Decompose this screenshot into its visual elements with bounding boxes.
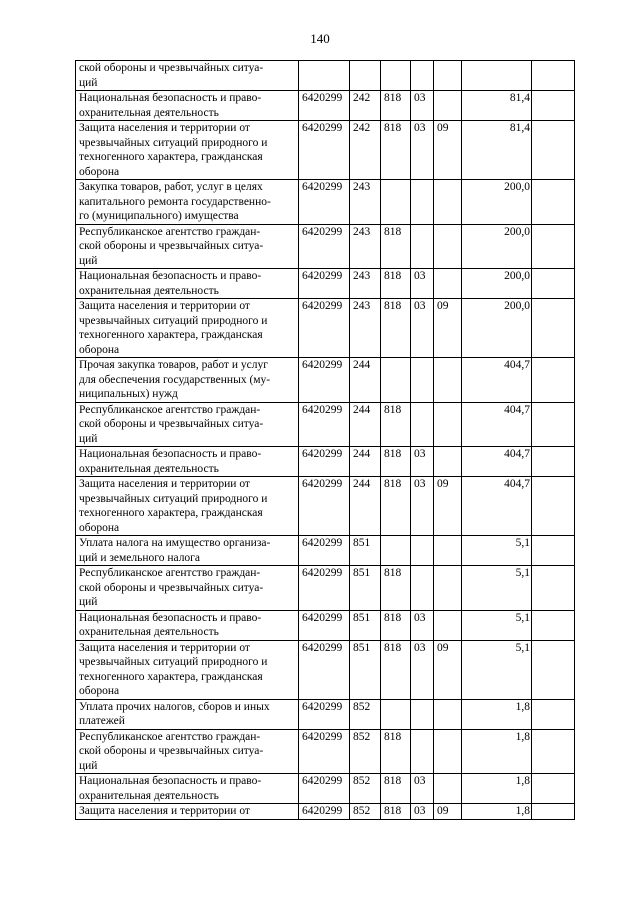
subsection-cell: 09 bbox=[434, 121, 462, 180]
department-code-cell: 818 bbox=[381, 640, 411, 699]
department-code-cell: 818 bbox=[381, 774, 411, 804]
subsection-cell bbox=[434, 566, 462, 611]
item-name-line: охранительная деятельность bbox=[79, 626, 219, 638]
subsection-cell bbox=[434, 699, 462, 729]
department-code-cell bbox=[381, 61, 411, 91]
target-article-cell: 6420299 bbox=[299, 299, 350, 358]
item-name-cell bbox=[76, 729, 299, 774]
item-name-cell bbox=[76, 402, 299, 447]
amount-cell: 200,0 bbox=[462, 180, 532, 225]
department-code-cell: 818 bbox=[381, 729, 411, 774]
table-row bbox=[76, 358, 575, 403]
item-name-line: Республиканское агентство граждан- bbox=[79, 730, 261, 743]
expense-type-cell: 851 bbox=[350, 566, 381, 611]
item-name-line: ций bbox=[79, 759, 98, 772]
department-code-cell: 818 bbox=[381, 477, 411, 536]
expense-type-cell: 851 bbox=[350, 536, 381, 566]
item-name-cell bbox=[76, 640, 299, 699]
item-name-line: Уплата налога на имущество организа- bbox=[79, 537, 271, 549]
section-cell bbox=[411, 61, 434, 91]
empty-cell bbox=[532, 224, 575, 269]
department-code-cell: 818 bbox=[381, 447, 411, 477]
item-name-line: ций bbox=[79, 596, 98, 608]
item-name-line: Республиканское агентство граждан- bbox=[79, 567, 261, 579]
expense-type-cell: 242 bbox=[350, 91, 381, 121]
target-article-cell: 6420299 bbox=[299, 640, 350, 699]
item-name-line: го (муниципального) имущества bbox=[79, 210, 239, 222]
expense-type-cell: 852 bbox=[350, 774, 381, 804]
expense-type-cell: 242 bbox=[350, 121, 381, 180]
item-name-line: ций и земельного налога bbox=[79, 551, 201, 564]
table-row bbox=[76, 269, 575, 299]
item-name-line: Защита населения и территории от bbox=[79, 478, 250, 490]
item-name-line: охранительная деятельность bbox=[79, 106, 219, 119]
subsection-cell: 09 bbox=[434, 640, 462, 699]
section-cell bbox=[411, 536, 434, 566]
section-cell bbox=[411, 699, 434, 729]
department-code-cell: 818 bbox=[381, 121, 411, 180]
empty-cell bbox=[532, 269, 575, 299]
table-row bbox=[76, 180, 575, 225]
item-name-line: Республиканское агентство граждан- bbox=[79, 403, 261, 416]
item-name-line: ской обороны и чрезвычайных ситуа- bbox=[79, 745, 264, 757]
item-name-cell bbox=[76, 477, 299, 536]
empty-cell bbox=[532, 180, 575, 225]
item-name-line: ниципальных) нужд bbox=[79, 388, 178, 400]
item-name-cell bbox=[76, 91, 299, 121]
section-cell bbox=[411, 180, 434, 225]
empty-cell bbox=[532, 699, 575, 729]
subsection-cell bbox=[434, 91, 462, 121]
target-article-cell: 6420299 bbox=[299, 447, 350, 477]
section-cell: 03 bbox=[411, 269, 434, 299]
section-cell: 03 bbox=[411, 640, 434, 699]
department-code-cell: 818 bbox=[381, 269, 411, 299]
department-code-cell bbox=[381, 358, 411, 403]
target-article-cell: 6420299 bbox=[299, 269, 350, 299]
table-row bbox=[76, 536, 575, 566]
item-name-cell bbox=[76, 447, 299, 477]
item-name-line: Защита населения и территории от bbox=[79, 641, 250, 654]
item-name-line: ской обороны и чрезвычайных ситуа- bbox=[79, 418, 264, 430]
item-name-line: Национальная безопасность и право- bbox=[79, 270, 262, 282]
section-cell: 03 bbox=[411, 447, 434, 477]
department-code-cell bbox=[381, 699, 411, 729]
section-cell: 03 bbox=[411, 610, 434, 640]
item-name-line: техногенного характера, гражданская bbox=[79, 670, 263, 683]
item-name-line: техногенного характера, гражданская bbox=[79, 329, 263, 341]
subsection-cell bbox=[434, 447, 462, 477]
item-name-cell bbox=[76, 699, 299, 729]
amount-cell: 404,7 bbox=[462, 402, 532, 447]
item-name-line: Защита населения и территории от bbox=[79, 122, 250, 134]
amount-cell: 5,1 bbox=[462, 566, 532, 611]
expense-type-cell: 244 bbox=[350, 402, 381, 447]
item-name-line: ской обороны и чрезвычайных ситуа- bbox=[79, 581, 264, 594]
amount-cell bbox=[462, 61, 532, 91]
item-name-cell bbox=[76, 180, 299, 225]
subsection-cell bbox=[434, 224, 462, 269]
amount-cell: 5,1 bbox=[462, 610, 532, 640]
target-article-cell: 6420299 bbox=[299, 610, 350, 640]
item-name-cell bbox=[76, 224, 299, 269]
empty-cell bbox=[532, 729, 575, 774]
empty-cell bbox=[532, 536, 575, 566]
item-name-line: Национальная безопасность и право- bbox=[79, 775, 262, 787]
section-cell bbox=[411, 224, 434, 269]
department-code-cell: 818 bbox=[381, 299, 411, 358]
target-article-cell: 6420299 bbox=[299, 699, 350, 729]
target-article-cell: 6420299 bbox=[299, 536, 350, 566]
item-name-line: ций bbox=[79, 432, 98, 445]
subsection-cell: 09 bbox=[434, 477, 462, 536]
empty-cell bbox=[532, 91, 575, 121]
item-name-line: ской обороны и чрезвычайных ситуа- bbox=[79, 62, 264, 74]
item-name-cell bbox=[76, 804, 299, 820]
subsection-cell bbox=[434, 358, 462, 403]
item-name-cell bbox=[76, 121, 299, 180]
subsection-cell bbox=[434, 180, 462, 225]
empty-cell bbox=[532, 566, 575, 611]
target-article-cell: 6420299 bbox=[299, 477, 350, 536]
subsection-cell bbox=[434, 269, 462, 299]
item-name-line: оборона bbox=[79, 685, 120, 697]
expense-type-cell bbox=[350, 61, 381, 91]
page-number: 140 bbox=[310, 31, 330, 46]
item-name-line: ций bbox=[79, 254, 98, 267]
section-cell: 03 bbox=[411, 299, 434, 358]
amount-cell: 1,8 bbox=[462, 729, 532, 774]
expense-type-cell: 244 bbox=[350, 477, 381, 536]
item-name-cell bbox=[76, 61, 299, 91]
empty-cell bbox=[532, 358, 575, 403]
amount-cell: 5,1 bbox=[462, 536, 532, 566]
subsection-cell bbox=[434, 610, 462, 640]
amount-cell: 1,8 bbox=[462, 699, 532, 729]
item-name-line: Защита населения и территории от bbox=[79, 300, 250, 312]
amount-cell: 5,1 bbox=[462, 640, 532, 699]
table-row bbox=[76, 566, 575, 611]
item-name-line: для обеспечения государственных (му- bbox=[79, 373, 271, 386]
subsection-cell: 09 bbox=[434, 804, 462, 820]
item-name-line: Закупка товаров, работ, услуг в целях bbox=[79, 181, 263, 193]
section-cell: 03 bbox=[411, 121, 434, 180]
expense-type-cell: 852 bbox=[350, 699, 381, 729]
expense-type-cell: 243 bbox=[350, 299, 381, 358]
amount-cell: 200,0 bbox=[462, 299, 532, 358]
table-row bbox=[76, 91, 575, 121]
item-name-line: охранительная деятельность bbox=[79, 462, 219, 475]
subsection-cell bbox=[434, 61, 462, 91]
amount-cell: 404,7 bbox=[462, 358, 532, 403]
department-code-cell: 818 bbox=[381, 91, 411, 121]
item-name-line: оборона bbox=[79, 343, 120, 356]
item-name-cell bbox=[76, 774, 299, 804]
expense-type-cell: 243 bbox=[350, 269, 381, 299]
expense-type-cell: 851 bbox=[350, 610, 381, 640]
table-row bbox=[76, 402, 575, 447]
item-name-cell bbox=[76, 358, 299, 403]
subsection-cell bbox=[434, 774, 462, 804]
department-code-cell: 818 bbox=[381, 804, 411, 820]
item-name-line: чрезвычайных ситуаций природного и bbox=[79, 492, 268, 505]
subsection-cell bbox=[434, 729, 462, 774]
table-row bbox=[76, 610, 575, 640]
section-cell bbox=[411, 566, 434, 611]
subsection-cell bbox=[434, 536, 462, 566]
target-article-cell: 6420299 bbox=[299, 121, 350, 180]
item-name-line: капитального ремонта государственно- bbox=[79, 195, 271, 208]
empty-cell bbox=[532, 121, 575, 180]
item-name-line: оборона bbox=[79, 165, 120, 178]
table-row bbox=[76, 729, 575, 774]
amount-cell: 404,7 bbox=[462, 447, 532, 477]
target-article-cell: 6420299 bbox=[299, 224, 350, 269]
target-article-cell: 6420299 bbox=[299, 729, 350, 774]
item-name-line: ской обороны и чрезвычайных ситуа- bbox=[79, 240, 264, 252]
expense-type-cell: 244 bbox=[350, 358, 381, 403]
amount-cell: 404,7 bbox=[462, 477, 532, 536]
department-code-cell bbox=[381, 180, 411, 225]
amount-cell: 1,8 bbox=[462, 774, 532, 804]
item-name-line: Прочая закупка товаров, работ и услуг bbox=[79, 359, 268, 371]
expense-type-cell: 852 bbox=[350, 804, 381, 820]
department-code-cell: 818 bbox=[381, 402, 411, 447]
item-name-line: Защита населения и территории от bbox=[79, 805, 250, 817]
table-row bbox=[76, 224, 575, 269]
department-code-cell bbox=[381, 536, 411, 566]
section-cell bbox=[411, 729, 434, 774]
item-name-cell bbox=[76, 566, 299, 611]
amount-cell: 200,0 bbox=[462, 269, 532, 299]
section-cell bbox=[411, 358, 434, 403]
section-cell bbox=[411, 402, 434, 447]
table-row bbox=[76, 699, 575, 729]
empty-cell bbox=[532, 610, 575, 640]
empty-cell bbox=[532, 804, 575, 820]
section-cell: 03 bbox=[411, 477, 434, 536]
target-article-cell: 6420299 bbox=[299, 91, 350, 121]
item-name-cell bbox=[76, 536, 299, 566]
empty-cell bbox=[532, 402, 575, 447]
empty-cell bbox=[532, 477, 575, 536]
item-name-line: техногенного характера, гражданская bbox=[79, 507, 263, 519]
empty-cell bbox=[532, 774, 575, 804]
section-cell: 03 bbox=[411, 774, 434, 804]
item-name-line: охранительная деятельность bbox=[79, 284, 219, 297]
item-name-line: чрезвычайных ситуаций природного и bbox=[79, 656, 268, 668]
department-code-cell: 818 bbox=[381, 224, 411, 269]
table-row bbox=[76, 640, 575, 699]
item-name-line: техногенного характера, гражданская bbox=[79, 151, 263, 163]
item-name-line: Национальная безопасность и право- bbox=[79, 611, 262, 624]
item-name-cell bbox=[76, 269, 299, 299]
section-cell: 03 bbox=[411, 91, 434, 121]
target-article-cell: 6420299 bbox=[299, 358, 350, 403]
table-row bbox=[76, 299, 575, 358]
item-name-line: чрезвычайных ситуаций природного и bbox=[79, 314, 268, 327]
table-row bbox=[76, 804, 575, 820]
empty-cell bbox=[532, 640, 575, 699]
subsection-cell: 09 bbox=[434, 299, 462, 358]
empty-cell bbox=[532, 61, 575, 91]
item-name-line: охранительная деятельность bbox=[79, 789, 219, 802]
department-code-cell: 818 bbox=[381, 566, 411, 611]
item-name-line: Национальная безопасность и право- bbox=[79, 92, 262, 104]
item-name-line: оборона bbox=[79, 521, 120, 534]
item-name-cell bbox=[76, 610, 299, 640]
item-name-cell bbox=[76, 299, 299, 358]
expense-type-cell: 244 bbox=[350, 447, 381, 477]
expense-type-cell: 852 bbox=[350, 729, 381, 774]
target-article-cell: 6420299 bbox=[299, 804, 350, 820]
table-row bbox=[76, 477, 575, 536]
table-row bbox=[76, 121, 575, 180]
section-cell: 03 bbox=[411, 804, 434, 820]
item-name-line: Уплата прочих налогов, сборов и иных bbox=[79, 700, 270, 713]
item-name-line: Национальная безопасность и право- bbox=[79, 448, 262, 460]
empty-cell bbox=[532, 299, 575, 358]
target-article-cell: 6420299 bbox=[299, 180, 350, 225]
item-name-line: платежей bbox=[79, 715, 125, 727]
amount-cell: 1,8 bbox=[462, 804, 532, 820]
table-row bbox=[76, 61, 575, 91]
amount-cell: 81,4 bbox=[462, 121, 532, 180]
empty-cell bbox=[532, 447, 575, 477]
expense-type-cell: 243 bbox=[350, 224, 381, 269]
amount-cell: 200,0 bbox=[462, 224, 532, 269]
item-name-line: Республиканское агентство граждан- bbox=[79, 225, 261, 238]
expense-type-cell: 243 bbox=[350, 180, 381, 225]
budget-table bbox=[75, 60, 575, 820]
target-article-cell: 6420299 bbox=[299, 774, 350, 804]
target-article-cell: 6420299 bbox=[299, 402, 350, 447]
table-row bbox=[76, 447, 575, 477]
item-name-line: чрезвычайных ситуаций природного и bbox=[79, 136, 268, 149]
amount-cell: 81,4 bbox=[462, 91, 532, 121]
department-code-cell: 818 bbox=[381, 610, 411, 640]
target-article-cell: 6420299 bbox=[299, 566, 350, 611]
table-row bbox=[76, 774, 575, 804]
budget-table-body bbox=[76, 61, 575, 820]
item-name-line: ций bbox=[79, 76, 98, 89]
target-article-cell bbox=[299, 61, 350, 91]
subsection-cell bbox=[434, 402, 462, 447]
expense-type-cell: 851 bbox=[350, 640, 381, 699]
